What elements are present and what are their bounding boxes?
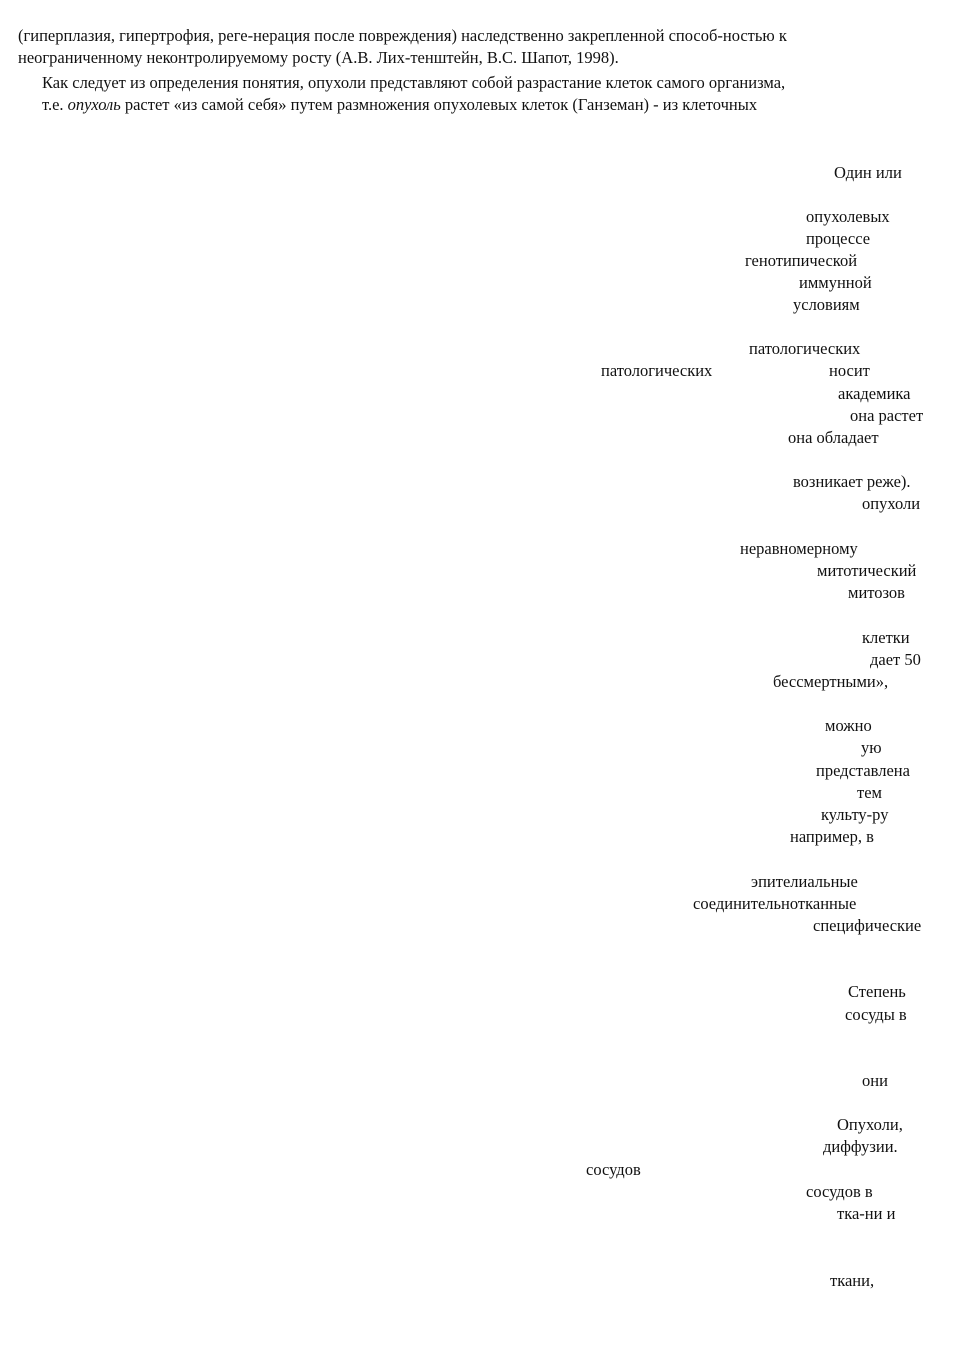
fragment: представлена (816, 761, 910, 780)
fragment: сосудов в (806, 1182, 873, 1201)
fragment: диффузии. (823, 1137, 898, 1156)
fragment: специфические (813, 916, 922, 935)
fragment: опухолевых (806, 207, 890, 226)
fragment: эпителиальные (751, 872, 858, 891)
fragment: неравномерному (740, 539, 858, 558)
fragment: митотический (817, 561, 917, 580)
fragment: патологических (601, 361, 713, 380)
fragment: она растет (850, 406, 924, 425)
fragment: митозов (848, 583, 905, 602)
fragment: они (862, 1071, 888, 1090)
fragment: бессмертными», (773, 672, 889, 691)
fragment: клетки (862, 628, 910, 647)
text-line-4-post: растет «из самой себя» путем размножения опухолевых клеток (Ганземан) - из клеточных (120, 95, 758, 114)
text-line-2: неограниченному неконтролируемому росту (А.В. Лих-тенштейн, В.С. Шапот, 1998). (18, 48, 619, 67)
text-line-4-italic: опухоль (67, 95, 121, 114)
fragment: опухоли (862, 494, 921, 513)
text-line-4-pre: т.е. (42, 95, 68, 114)
fragment: дает 50 (870, 650, 921, 669)
fragment: сосудов (586, 1160, 641, 1179)
fragment: иммунной (799, 273, 872, 292)
fragment: патологических (749, 339, 861, 358)
fragment: Опухоли, (837, 1115, 903, 1134)
fragment: можно (825, 716, 872, 735)
fragment: тем (857, 783, 882, 802)
fragment: возникает реже). (793, 472, 911, 491)
fragment: тка-ни и (837, 1204, 896, 1223)
fragment: носит (829, 361, 870, 380)
fragment: ую (861, 738, 882, 757)
text-line-1: (гиперплазия, гипертрофия, реге-нерация после повреждения) наследственно закрепленной способ-ностью к (18, 26, 787, 45)
fragment: сосуды в (845, 1005, 907, 1024)
fragment: генотипической (745, 251, 858, 270)
fragment: она обладает (788, 428, 879, 447)
fragment: Степень (848, 982, 906, 1001)
fragment: Один или (834, 163, 902, 182)
fragment: соединительнотканные (693, 894, 857, 913)
fragment: культу-ру (821, 805, 889, 824)
fragment: например, в (790, 827, 874, 846)
fragment: академика (838, 384, 911, 403)
fragment: условиям (793, 295, 860, 314)
fragment: ткани, (830, 1271, 875, 1290)
text-line-3: Как следует из определения понятия, опухоли представляют собой разрастание клеток самого организма, (42, 73, 786, 92)
text-line-4 (42, 94, 757, 116)
fragment: процессе (806, 229, 871, 248)
